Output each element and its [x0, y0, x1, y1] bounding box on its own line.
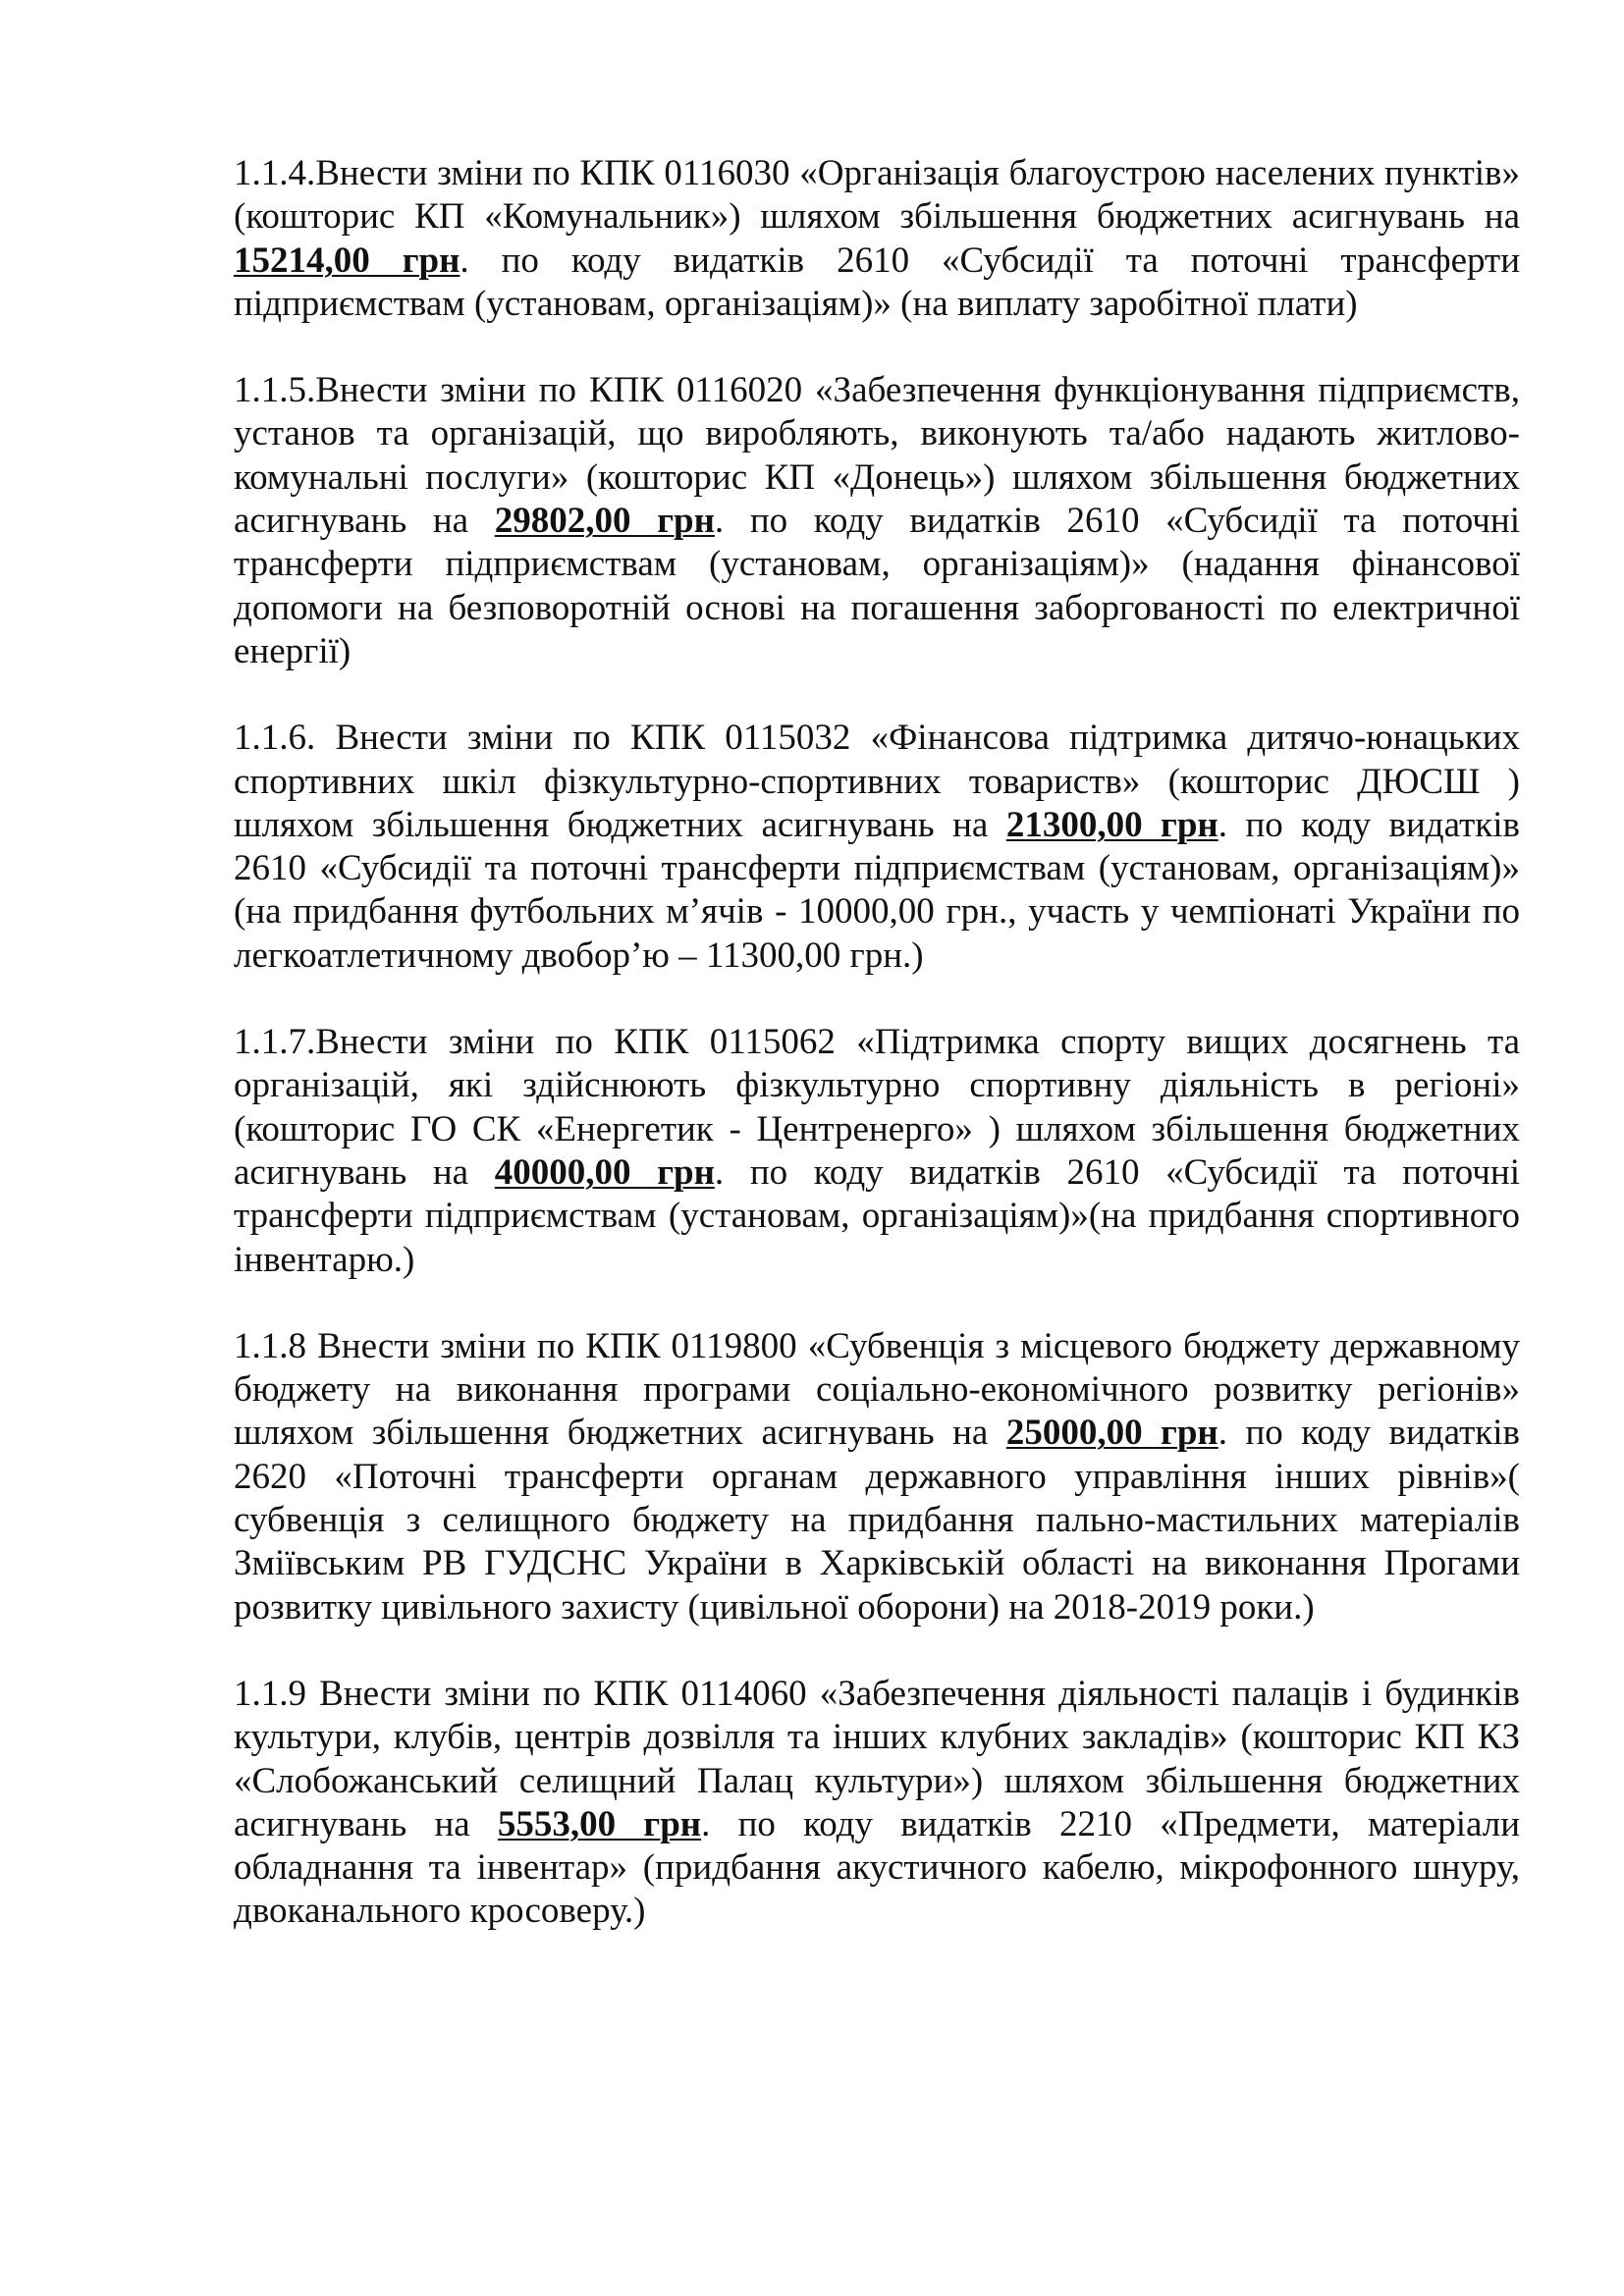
amount-highlight: 29802,00 грн	[494, 501, 715, 542]
amount-highlight: 15214,00 грн	[234, 240, 460, 281]
paragraph-1-1-4	[234, 152, 1520, 326]
paragraph-1-1-7	[234, 1021, 1520, 1282]
paragraph-1-1-8	[234, 1325, 1520, 1629]
paragraph-text-end: . по коду видатків 2610 «Субсидії та поточні трансферти підприємствам (установам, організаціям)» (на придбання футбольних м’ячів - 10000,00 грн., участь у чемпіонаті України по легкоатлетичному двобор’ю – 11300,00 грн.)	[234, 804, 1520, 976]
paragraph-text-end: . по коду видатків 2610 «Субсидії та поточні трансферти підприємствам (установам, організаціям)»(на придбання спортивного інвентарю.)	[234, 1151, 1520, 1280]
amount-highlight: 25000,00 грн	[1005, 1413, 1218, 1454]
amount-highlight: 40000,00 грн	[494, 1151, 715, 1193]
paragraph-text-end: . по коду видатків 2620 «Поточні трансферти органам державного управління інших рівнів»( субвенція з селищного бюджету на придбання пально-мастильних матеріалів Зміївським РВ ГУДСНС України в Харківській області на виконання Прогами розвитку цивільного захисту (цивільної оборони) на 2018-2019 роки.)	[234, 1413, 1520, 1628]
paragraph-text-start: 1.1.5.Внести зміни по КПК 0116020 «Забезпечення функціонування підприємств, установ та організацій, що виробляють, виконують та/або надають житлово-комунальні послуги» (кошторис КП «Донець») шляхом збільшення бюджетних асигнувань на	[234, 370, 1520, 542]
paragraph-1-1-9	[234, 1673, 1520, 1934]
paragraph-text-start: 1.1.6. Внести зміни по КПК 0115032 «Фінансова підтримка дитячо-юнацьких спортивних шкіл фізкультурно-спортивних товариств» (кошторис ДЮСШ ) шляхом збільшення бюджетних асигнувань на	[234, 718, 1520, 845]
paragraph-text-start: 1.1.8 Внести зміни по КПК 0119800 «Субвенція з місцевого бюджету державному бюджету на виконання програми соціально-економічного розвитку регіонів» шляхом збільшення бюджетних асигнувань на	[234, 1325, 1520, 1454]
paragraph-text-end: . по коду видатків 2610 «Субсидії та поточні трансферти підприємствам (установам, організаціям)» (на виплату заробітної плати)	[234, 240, 1520, 324]
paragraph-text-start: 1.1.9 Внести зміни по КПК 0114060 «Забезпечення діяльності палаців і будинків культури, клубів, центрів дозвілля та інших клубних закладів» (кошторис КП КЗ «Слобожанський селищний Палац культури») шляхом збільшення бюджетних асигнувань на	[234, 1673, 1520, 1844]
paragraph-1-1-5	[234, 369, 1520, 673]
paragraph-text-end: . по коду видатків 2210 «Предмети, матеріали обладнання та інвентар» (придбання акустичного кабелю, мікрофонного шнуру, двоканального кросоверу.)	[234, 1803, 1520, 1932]
amount-highlight: 5553,00 грн	[497, 1803, 702, 1844]
paragraph-text-start: 1.1.7.Внести зміни по КПК 0115062 «Підтримка спорту вищих досягнень та організацій, які здійснюють фізкультурно спортивну діяльність в регіоні» (кошторис ГО СК «Енергетик - Центренерго» ) шляхом збільшення бюджетних асигнувань на	[234, 1022, 1520, 1193]
paragraph-text-start: 1.1.4.Внести зміни по КПК 0116030 «Організація благоустрою населених пунктів» (кошторис КП «Комунальник») шляхом збільшення бюджетних асигнувань на	[234, 153, 1520, 238]
document-page	[234, 152, 1520, 1977]
amount-highlight: 21300,00 грн	[1005, 804, 1218, 845]
paragraph-1-1-6	[234, 717, 1520, 978]
paragraph-text-end: . по коду видатків 2610 «Субсидії та поточні трансферти підприємствам (установам, організаціям)» (надання фінансової допомоги на безповоротній основі на погашення заборгованості по електричної енергії)	[234, 501, 1520, 671]
